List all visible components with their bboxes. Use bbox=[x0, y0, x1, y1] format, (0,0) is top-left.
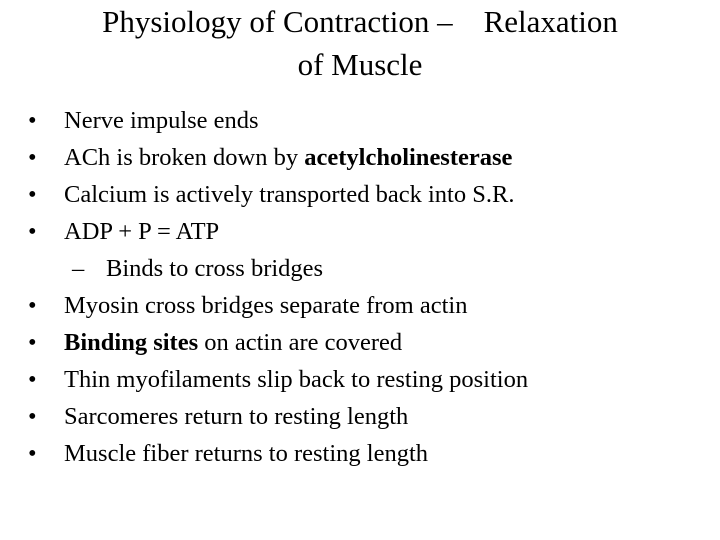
bullet-dot-icon: • bbox=[28, 403, 37, 430]
bullet-list bbox=[28, 102, 708, 472]
bullet-dot-icon: • bbox=[28, 440, 37, 467]
sub-bullet-item bbox=[28, 250, 708, 287]
bullet-item bbox=[28, 435, 708, 472]
bullet-item bbox=[28, 102, 708, 139]
bullet-dot-icon: • bbox=[28, 144, 37, 171]
bullet-bold-text: acetylcholinesterase bbox=[304, 144, 513, 171]
bullet-item bbox=[28, 176, 708, 213]
bullet-text: Nerve impulse ends bbox=[64, 107, 259, 134]
bullet-text: Myosin cross bridges separate from actin bbox=[64, 292, 468, 319]
bullet-text: ACh is broken down by bbox=[64, 144, 305, 171]
bullet-dot-icon: • bbox=[28, 292, 37, 319]
bullet-dot-icon: • bbox=[28, 181, 37, 208]
bullet-item bbox=[28, 361, 708, 398]
bullet-item bbox=[28, 398, 708, 435]
bullet-item bbox=[28, 139, 708, 176]
bullet-dot-icon: • bbox=[28, 107, 37, 134]
bullet-text: Thin myofilaments slip back to resting position bbox=[64, 366, 529, 393]
bullet-dot-icon: • bbox=[28, 366, 37, 393]
bullet-dot-icon: • bbox=[28, 329, 37, 356]
bullet-bold-text: Binding sites bbox=[64, 329, 199, 356]
sub-bullet-text: Binds to cross bridges bbox=[106, 255, 324, 282]
slide-title-line-1: Physiology of Contraction – Relaxation bbox=[102, 4, 618, 39]
slide-title bbox=[0, 0, 720, 86]
slide-title-line-2: of Muscle bbox=[297, 47, 423, 82]
bullet-item bbox=[28, 213, 708, 250]
bullet-dot-icon: • bbox=[28, 218, 37, 245]
bullet-item bbox=[28, 324, 708, 361]
bullet-text: on actin are covered bbox=[198, 329, 403, 356]
bullet-item bbox=[28, 287, 708, 324]
bullet-text: ADP + P = ATP bbox=[64, 218, 220, 245]
bullet-text: Muscle fiber returns to resting length bbox=[64, 440, 429, 467]
bullet-text: Sarcomeres return to resting length bbox=[64, 403, 409, 430]
sub-bullet-dash-icon: – bbox=[72, 255, 85, 282]
bullet-text: Calcium is actively transported back into S.R. bbox=[64, 181, 515, 208]
